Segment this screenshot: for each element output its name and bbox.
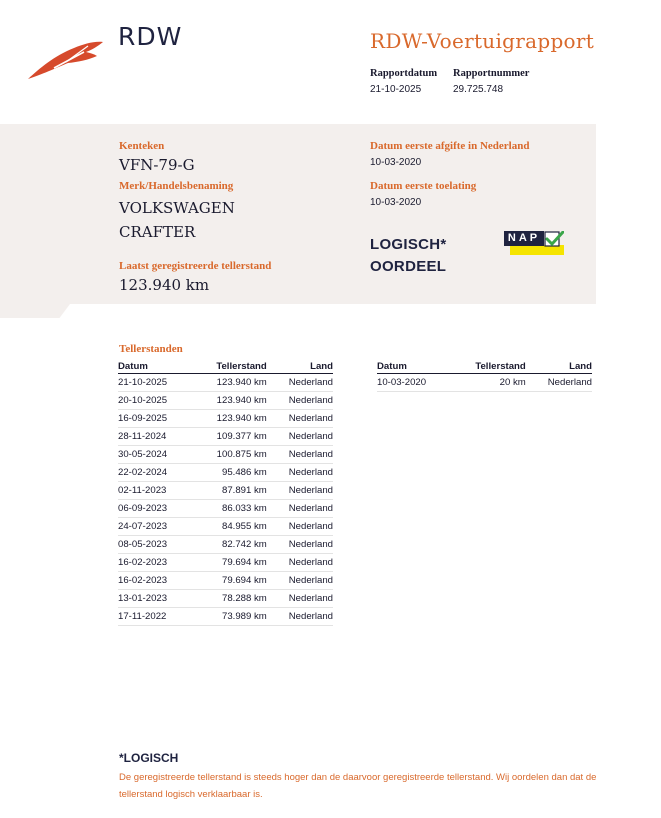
readings-table-right [377, 359, 592, 392]
row-country: Nederland [267, 554, 333, 572]
table-row [118, 464, 333, 482]
col-header-country: Land [267, 359, 333, 374]
row-odometer: 100.875 km [191, 446, 266, 464]
row-odometer: 78.288 km [191, 590, 266, 608]
table-row [118, 374, 333, 392]
col-header-country: Land [526, 359, 592, 374]
col-header-date: Datum [118, 359, 191, 374]
table-row [118, 590, 333, 608]
table-row [118, 536, 333, 554]
table-row [377, 374, 592, 392]
row-odometer: 79.694 km [191, 572, 266, 590]
row-date: 20-10-2025 [118, 392, 191, 410]
row-date: 30-05-2024 [118, 446, 191, 464]
row-odometer: 109.377 km [191, 428, 266, 446]
row-odometer: 20 km [450, 374, 525, 392]
row-country: Nederland [267, 608, 333, 626]
report-number-value: 29.725.748 [453, 84, 504, 95]
readings-table-left [118, 359, 333, 626]
row-date: 28-11-2024 [118, 428, 191, 446]
readings-section-title: Tellerstanden [119, 343, 183, 355]
nap-badge [504, 231, 566, 257]
nap-text: NAP [504, 231, 544, 246]
row-country: Nederland [526, 374, 592, 392]
row-odometer: 79.694 km [191, 554, 266, 572]
plate-label: Kenteken [119, 140, 165, 152]
table-row [118, 446, 333, 464]
row-date: 13-01-2023 [118, 590, 191, 608]
row-date: 16-09-2025 [118, 410, 191, 428]
footer-title: *LOGISCH [119, 751, 179, 765]
table-row [118, 392, 333, 410]
row-odometer: 73.989 km [191, 608, 266, 626]
first-admission-label: Datum eerste toelating [370, 180, 477, 192]
report-date-value: 21-10-2025 [370, 84, 422, 95]
row-date: 21-10-2025 [118, 374, 191, 392]
table-row [118, 518, 333, 536]
table-row [118, 410, 333, 428]
brand-name: RDW [118, 22, 183, 51]
col-header-odometer: Tellerstand [450, 359, 525, 374]
table-row [118, 500, 333, 518]
row-country: Nederland [267, 464, 333, 482]
row-country: Nederland [267, 410, 333, 428]
table-row [118, 428, 333, 446]
row-country: Nederland [267, 500, 333, 518]
row-odometer: 123.940 km [191, 392, 266, 410]
col-header-odometer: Tellerstand [191, 359, 266, 374]
first-issue-value: 10-03-2020 [370, 157, 422, 168]
row-country: Nederland [267, 392, 333, 410]
table-row [118, 554, 333, 572]
row-odometer: 82.742 km [191, 536, 266, 554]
row-odometer: 86.033 km [191, 500, 266, 518]
first-admission-value: 10-03-2020 [370, 197, 422, 208]
row-date: 08-05-2023 [118, 536, 191, 554]
row-country: Nederland [267, 536, 333, 554]
rdw-logo-icon [26, 38, 106, 82]
table-row [118, 608, 333, 626]
make-label: Merk/Handelsbenaming [119, 180, 234, 192]
row-odometer: 123.940 km [191, 374, 266, 392]
row-country: Nederland [267, 374, 333, 392]
make-line1: VOLKSWAGEN [119, 199, 235, 217]
report-number-label: Rapportnummer [453, 68, 530, 79]
row-date: 16-02-2023 [118, 554, 191, 572]
report-title: RDW-Voertuigrapport [370, 29, 595, 53]
report-date-label: Rapportdatum [370, 68, 438, 79]
footer-text: De geregistreerde tellerstand is steeds hoger dan de daarvoor geregistreerde tellerstand. Wij oordelen dan dat de tellerstand logisch verklaarbaar is. [119, 772, 597, 800]
row-country: Nederland [267, 446, 333, 464]
first-issue-label: Datum eerste afgifte in Nederland [370, 140, 530, 152]
row-odometer: 87.891 km [191, 482, 266, 500]
row-date: 16-02-2023 [118, 572, 191, 590]
row-country: Nederland [267, 518, 333, 536]
row-country: Nederland [267, 428, 333, 446]
plate-value: VFN-79-G [119, 156, 195, 174]
row-date: 17-11-2022 [118, 608, 191, 626]
table-row [118, 572, 333, 590]
check-icon [544, 231, 564, 254]
row-odometer: 95.486 km [191, 464, 266, 482]
row-country: Nederland [267, 590, 333, 608]
col-header-date: Datum [377, 359, 450, 374]
row-odometer: 84.955 km [191, 518, 266, 536]
row-date: 06-09-2023 [118, 500, 191, 518]
row-country: Nederland [267, 572, 333, 590]
row-date: 10-03-2020 [377, 374, 450, 392]
make-line2: CRAFTER [119, 223, 196, 241]
odometer-value: 123.940 km [119, 276, 210, 294]
row-date: 02-11-2023 [118, 482, 191, 500]
odometer-label: Laatst geregistreerde tellerstand [119, 260, 272, 272]
row-date: 22-02-2024 [118, 464, 191, 482]
verdict-line1: LOGISCH* [370, 236, 447, 253]
verdict-line2: OORDEEL [370, 258, 447, 275]
panel-tail-decoration [0, 304, 70, 318]
row-date: 24-07-2023 [118, 518, 191, 536]
row-country: Nederland [267, 482, 333, 500]
row-odometer: 123.940 km [191, 410, 266, 428]
table-row [118, 482, 333, 500]
